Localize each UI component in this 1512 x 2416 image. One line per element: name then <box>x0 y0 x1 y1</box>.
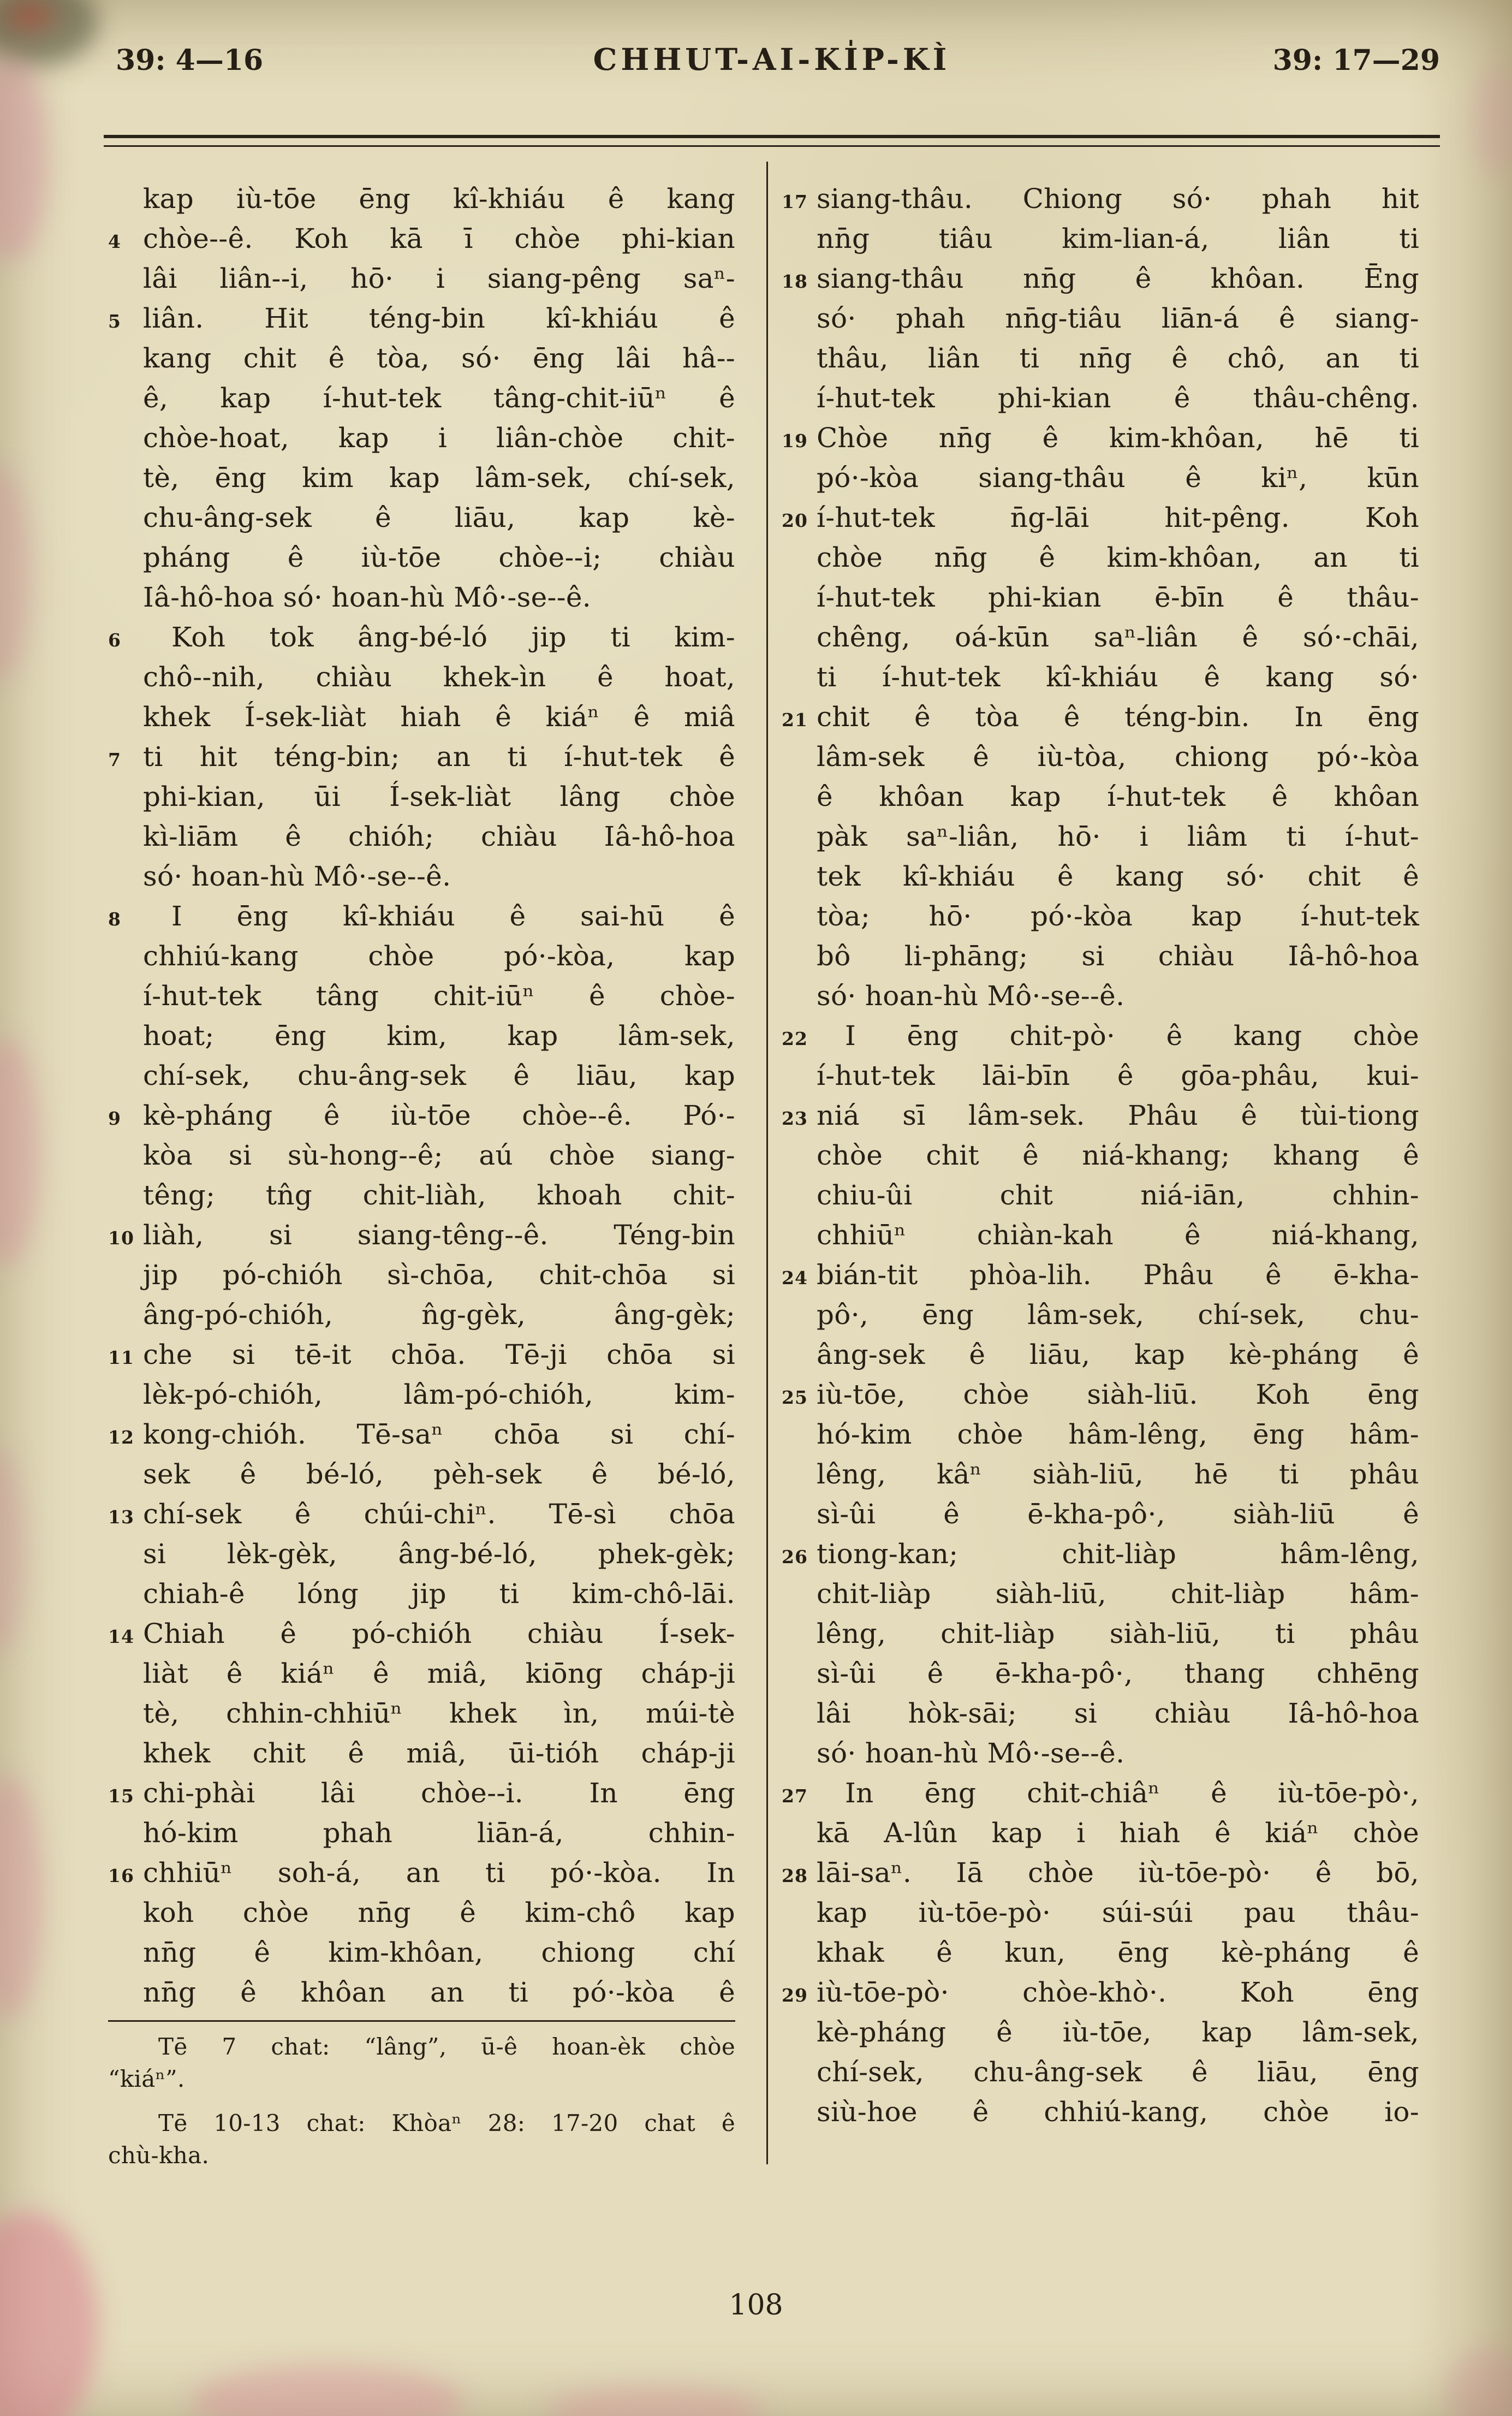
line-text: Chòe nn̄g ê kim-khôan, hē ti <box>817 422 1419 454</box>
paper-stain <box>0 1447 27 1654</box>
verse-number: 16 <box>108 1865 134 1886</box>
scripture-column-left <box>108 179 735 2013</box>
line-text: Koh tok âng-bé-ló jip ti kim- <box>171 621 735 653</box>
line-text: nn̄g ê khôan an ti pó·-kòa ê <box>143 1976 735 2008</box>
line-text: liàh, si siang-têng--ê. Téng-bin <box>143 1219 735 1251</box>
verse-line <box>143 1375 735 1415</box>
line-text: siang-thâu nn̄g ê khôan. Ēng <box>817 263 1419 294</box>
verse-range-right: 39: 17—29 <box>1272 44 1440 77</box>
line-text: Tē 7 chat: “lâng”, ū-ê hoan-èk chòe <box>158 2033 735 2060</box>
verse-line <box>143 657 735 697</box>
verse-line <box>108 1773 735 1813</box>
line-text: chêng, oá-kūn saⁿ-liân ê só·-chāi, <box>817 621 1419 653</box>
line-text: khek chit ê miâ, ūi-tióh cháp-ji <box>143 1737 735 1769</box>
line-text: í-hut-tek phi-kian ê thâu-chêng. <box>817 382 1419 414</box>
verse-line <box>817 777 1419 817</box>
verse-line <box>143 538 735 578</box>
page-header <box>104 41 1440 87</box>
line-text: í-hut-tek phi-kian ē-bīn ê thâu- <box>817 581 1419 613</box>
paper-stain <box>0 1037 41 1267</box>
verse-line <box>108 1215 735 1255</box>
verse-line <box>782 498 1419 538</box>
paper-stain <box>0 55 49 262</box>
line-text: niá sī lâm-sek. Phâu ê tùi-tiong <box>817 1100 1419 1131</box>
verse-line <box>817 219 1419 259</box>
verse-line <box>143 1893 735 1933</box>
line-text: kā A-lûn kap i hiah ê kiáⁿ chòe <box>817 1817 1419 1849</box>
verse-line <box>817 1933 1419 1973</box>
verse-line <box>143 1734 735 1773</box>
line-text: kap iù-tōe-pò· súi-súi pau thâu- <box>817 1897 1419 1928</box>
verse-line <box>817 339 1419 378</box>
verse-line <box>108 1853 735 1893</box>
verse-line <box>817 1614 1419 1654</box>
footnote-line <box>108 2107 735 2139</box>
verse-line <box>108 737 735 777</box>
line-text: “kiáⁿ”. <box>108 2065 185 2092</box>
line-text: pô·, ēng lâm-sek, chí-sek, chu- <box>817 1299 1419 1331</box>
verse-line <box>817 1813 1419 1853</box>
line-text: só· hoan-hù Mô·-se--ê. <box>143 860 451 892</box>
line-text: hoat; ēng kim, kap lâm-sek, <box>143 1020 735 1052</box>
line-text: Chiah ê pó-chióh chiàu Í-sek- <box>143 1618 735 1649</box>
line-text: ti í-hut-tek kî-khiáu ê kang só· <box>817 661 1419 693</box>
verse-line <box>782 1096 1419 1136</box>
line-text: bián-tit phòa-lih. Phâu ê ē-kha- <box>817 1259 1419 1291</box>
line-text: iù-tōe, chòe siàh-liū. Koh ēng <box>817 1379 1419 1410</box>
verse-line <box>817 578 1419 618</box>
line-text: lâi hòk-sāi; si chiàu Iâ-hô-hoa <box>817 1697 1419 1729</box>
verse-number: 14 <box>108 1626 134 1647</box>
verse-line <box>143 1056 735 1096</box>
line-text: kòa si sù-hong--ê; aú chòe siang- <box>143 1139 735 1171</box>
verse-number: 28 <box>782 1865 808 1886</box>
line-text: tòa; hō· pó·-kòa kap í-hut-tek <box>817 900 1419 932</box>
line-text: sì-ûi ê ē-kha-pô·, siàh-liū ê <box>817 1498 1419 1530</box>
line-text: âng-pó-chióh, n̂g-gèk, âng-gèk; <box>143 1299 735 1331</box>
line-text: í-hut-tek n̄g-lāi hit-pêng. Koh <box>817 502 1419 533</box>
verse-line <box>108 1494 735 1534</box>
verse-number: 18 <box>782 271 808 292</box>
verse-number: 15 <box>108 1785 134 1807</box>
verse-range-left: 39: 4—16 <box>116 44 264 77</box>
verse-line <box>782 1773 1419 1813</box>
verse-line <box>143 498 735 538</box>
line-text: chit-liàp siàh-liū, chit-liàp hâm- <box>817 1578 1419 1610</box>
verse-line <box>817 1734 1419 1773</box>
line-text: chòe--ê. Koh kā ī chòe phi-kian <box>143 223 735 254</box>
verse-number: 17 <box>782 191 808 212</box>
line-text: tè, chhin-chhiūⁿ khek ìn, múi-tè <box>143 1697 735 1729</box>
verse-line <box>143 936 735 976</box>
verse-line <box>108 1415 735 1455</box>
line-text: lâi liân--i, hō· i siang-pêng saⁿ- <box>143 263 735 294</box>
verse-line <box>817 2052 1419 2092</box>
line-text: chhiūⁿ chiàn-kah ê niá-khang, <box>817 1219 1419 1251</box>
verse-number: 10 <box>108 1227 134 1249</box>
verse-line <box>143 1295 735 1335</box>
verse-line <box>817 1893 1419 1933</box>
verse-line <box>817 458 1419 498</box>
verse-line <box>143 817 735 857</box>
verse-line <box>782 1534 1419 1574</box>
verse-number: 29 <box>782 1985 808 2006</box>
verse-line <box>817 2092 1419 2132</box>
line-text: thâu, liân ti nn̄g ê chô, an ti <box>817 342 1419 374</box>
verse-line <box>143 777 735 817</box>
line-text: âng-sek ê liāu, kap kè-pháng ê <box>817 1339 1419 1370</box>
line-text: chit ê tòa ê téng-bin. In ēng <box>817 701 1419 733</box>
line-text: hó-kim chòe hâm-lêng, ēng hâm- <box>817 1418 1419 1450</box>
verse-line <box>782 179 1419 219</box>
line-text: Iâ-hô-hoa só· hoan-hù Mô·-se--ê. <box>143 581 591 613</box>
paper-stain <box>0 0 98 66</box>
verse-line <box>817 1056 1419 1096</box>
verse-line <box>108 1335 735 1375</box>
line-text: chí-sek, chu-âng-sek ê liāu, ēng <box>817 2056 1419 2088</box>
verse-line <box>817 817 1419 857</box>
line-text: chhiú-kang chòe pó·-kòa, kap <box>143 940 735 972</box>
verse-line <box>143 259 735 299</box>
verse-line <box>817 737 1419 777</box>
line-text: pháng ê iù-tōe chòe--i; chiàu <box>143 542 735 573</box>
verse-line <box>782 418 1419 458</box>
verse-line <box>143 697 735 737</box>
verse-line <box>817 1574 1419 1614</box>
verse-line <box>817 1176 1419 1215</box>
verse-number: 24 <box>782 1267 808 1289</box>
page-number: 108 <box>729 2289 783 2322</box>
verse-number: 19 <box>782 430 808 452</box>
line-text: chòe nn̄g ê kim-khôan, an ti <box>817 542 1419 573</box>
verse-line <box>143 1534 735 1574</box>
line-text: lêng, chit-liàp siàh-liū, ti phâu <box>817 1618 1419 1649</box>
verse-number: 12 <box>108 1427 134 1448</box>
line-text: pàk saⁿ-liân, hō· i liâm ti í-hut- <box>817 821 1419 852</box>
verse-line <box>143 578 735 618</box>
verse-line <box>143 1654 735 1694</box>
verse-line <box>817 936 1419 976</box>
column-divider <box>766 162 768 2164</box>
verse-line <box>817 897 1419 936</box>
line-text: lâm-sek ê iù-tòa, chiong pó·-kòa <box>817 741 1419 773</box>
verse-number: 21 <box>782 709 808 731</box>
verse-number: 11 <box>108 1347 134 1368</box>
line-text: liân. Hit téng-bin kî-khiáu ê <box>143 302 735 334</box>
verse-line <box>143 1016 735 1056</box>
line-text: liàt ê kiáⁿ ê miâ, kiōng cháp-ji <box>143 1658 735 1689</box>
verse-line <box>817 1494 1419 1534</box>
verse-line <box>782 1973 1419 2013</box>
verse-line <box>143 1973 735 2013</box>
line-text: siang-thâu. Chiong só· phah hit <box>817 183 1419 215</box>
line-text: kè-pháng ê iù-tōe, kap lâm-sek, <box>817 2016 1419 2048</box>
verse-number: 13 <box>108 1506 134 1528</box>
line-text: lāi-saⁿ. Iā chòe iù-tōe-pò· ê bō, <box>817 1857 1419 1889</box>
line-text: In ēng chit-chiâⁿ ê iù-tōe-pò·, <box>845 1777 1419 1809</box>
paper-stain <box>191 2364 464 2416</box>
verse-line <box>143 1455 735 1494</box>
verse-line <box>143 179 735 219</box>
verse-number: 25 <box>782 1387 808 1408</box>
line-text: Tē 10-13 chat: Khòaⁿ 28: 17-20 chat ê <box>158 2110 735 2136</box>
verse-line <box>782 259 1419 299</box>
line-text: só· hoan-hù Mô·-se--ê. <box>817 1737 1125 1769</box>
line-text: sek ê bé-ló, pèh-sek ê bé-ló, <box>143 1458 735 1490</box>
verse-line <box>143 1574 735 1614</box>
verse-number: 5 <box>108 311 121 332</box>
verse-number: 4 <box>108 231 121 252</box>
paper-stain <box>0 1774 44 2020</box>
verse-line <box>817 657 1419 697</box>
verse-line <box>143 339 735 378</box>
line-text: chhiūⁿ soh-á, an ti pó·-kòa. In <box>143 1857 735 1889</box>
verse-line <box>817 1215 1419 1255</box>
verse-line <box>817 378 1419 418</box>
verse-number: 26 <box>782 1546 808 1568</box>
line-text: chòe chit ê niá-khang; khang ê <box>817 1139 1419 1171</box>
line-text: têng; tn̂g chit-liàh, khoah chit- <box>143 1179 735 1211</box>
verse-line <box>817 538 1419 578</box>
verse-line <box>143 1933 735 1973</box>
line-text: I ēng chit-pò· ê kang chòe <box>845 1020 1419 1052</box>
paper-stain <box>0 464 33 682</box>
line-text: siù-hoe ê chhiú-kang, chòe io- <box>817 2096 1419 2128</box>
verse-line <box>782 1016 1419 1056</box>
paper-stain <box>1446 2348 1512 2416</box>
verse-line <box>817 299 1419 339</box>
line-text: chu-âng-sek ê liāu, kap kè- <box>143 502 735 533</box>
verse-line <box>143 1813 735 1853</box>
verse-line <box>143 1136 735 1176</box>
verse-line <box>817 976 1419 1016</box>
footnotes-section <box>108 2020 735 2171</box>
verse-line <box>817 1654 1419 1694</box>
line-text: chiah-ê lóng jip ti kim-chô-lāi. <box>143 1578 735 1610</box>
line-text: sì-ûi ê ē-kha-pô·, thang chhēng <box>817 1658 1419 1689</box>
verse-line <box>817 1335 1419 1375</box>
verse-number: 9 <box>108 1108 121 1129</box>
line-text: lêng, kâⁿ siàh-liū, hē ti phâu <box>817 1458 1419 1490</box>
line-text: pó·-kòa siang-thâu ê kiⁿ, kūn <box>817 462 1419 494</box>
verse-line <box>817 1694 1419 1734</box>
verse-line <box>143 458 735 498</box>
line-text: lèk-pó-chióh, lâm-pó-chióh, kim- <box>143 1379 735 1410</box>
line-text: chiu-ûi chit niá-iān, chhin- <box>817 1179 1419 1211</box>
verse-number: 8 <box>108 909 121 930</box>
line-text: jip pó-chióh sì-chōa, chit-chōa si <box>143 1259 735 1291</box>
verse-line <box>143 1176 735 1215</box>
line-text: chi-phài lâi chòe--i. In ēng <box>143 1777 735 1809</box>
verse-line <box>817 1415 1419 1455</box>
verse-line <box>817 2013 1419 2052</box>
verse-line <box>782 1255 1419 1295</box>
line-text: tiong-kan; chit-liàp hâm-lêng, <box>817 1538 1419 1570</box>
line-text: tè, ēng kim kap lâm-sek, chí-sek, <box>143 462 735 494</box>
line-text: I ēng kî-khiáu ê sai-hū ê <box>171 900 735 932</box>
verse-line <box>108 1614 735 1654</box>
verse-line <box>817 1455 1419 1494</box>
footnote-line <box>108 2031 735 2063</box>
verse-number: 23 <box>782 1108 808 1129</box>
verse-line <box>108 618 735 657</box>
line-text: chí-sek, chu-âng-sek ê liāu, kap <box>143 1060 735 1091</box>
verse-line <box>108 219 735 259</box>
verse-line <box>817 618 1419 657</box>
paper-stain <box>1474 66 1512 175</box>
line-text: í-hut-tek tâng chit-iūⁿ ê chòe- <box>143 980 735 1012</box>
verse-line <box>108 897 735 936</box>
line-text: kap iù-tōe ēng kî-khiáu ê kang <box>143 183 735 215</box>
line-text: kè-pháng ê iù-tōe chòe--ê. Pó·- <box>143 1100 735 1131</box>
footnote-line <box>108 2139 735 2171</box>
line-text: hó-kim phah liān-á, chhin- <box>143 1817 735 1849</box>
verse-line <box>782 1853 1419 1893</box>
line-text: kang chit ê tòa, só· ēng lâi hâ-- <box>143 342 735 374</box>
line-text: kì-liām ê chióh; chiàu Iâ-hô-hoa <box>143 821 735 852</box>
line-text: chí-sek ê chúi-chiⁿ. Tē-sì chōa <box>143 1498 735 1530</box>
verse-line <box>143 1255 735 1295</box>
book-title: CHHUT-AI-KI̍P-KÌ <box>593 41 951 77</box>
header-double-rule <box>104 135 1440 147</box>
verse-line <box>817 857 1419 897</box>
line-text: só· hoan-hù Mô·-se--ê. <box>817 980 1125 1012</box>
line-text: chô--nih, chiàu khek-ìn ê hoat, <box>143 661 735 693</box>
verse-line <box>782 1375 1419 1415</box>
verse-line <box>108 299 735 339</box>
verse-line <box>817 1295 1419 1335</box>
line-text: chù-kha. <box>108 2142 210 2169</box>
line-text: tek kî-khiáu ê kang só· chit ê <box>817 860 1419 892</box>
line-text: che si tē-it chōa. Tē-ji chōa si <box>143 1339 735 1370</box>
verse-line <box>782 697 1419 737</box>
verse-line <box>143 976 735 1016</box>
verse-number: 22 <box>782 1028 808 1049</box>
paper-stain <box>546 2386 764 2416</box>
verse-line <box>143 1694 735 1734</box>
line-text: ti hit téng-bin; an ti í-hut-tek ê <box>143 741 735 773</box>
line-text: kong-chióh. Tē-saⁿ chōa si chí- <box>143 1418 735 1450</box>
line-text: chòe-hoat, kap i liân-chòe chit- <box>143 422 735 454</box>
verse-number: 27 <box>782 1785 808 1807</box>
line-text: khak ê kun, ēng kè-pháng ê <box>817 1937 1419 1968</box>
verse-line <box>143 378 735 418</box>
verse-line <box>108 1096 735 1136</box>
footnote-line <box>108 2063 735 2095</box>
verse-line <box>143 418 735 458</box>
verse-number: 20 <box>782 510 808 531</box>
footnote-anchor <box>108 2013 735 2171</box>
verse-line <box>143 857 735 897</box>
scripture-column-right <box>782 179 1419 2132</box>
verse-number: 7 <box>108 749 121 770</box>
verse-number: 6 <box>108 630 121 651</box>
line-text: nn̄g ê kim-khôan, chiong chí <box>143 1937 735 1968</box>
verse-line <box>817 1136 1419 1176</box>
line-text: só· phah nn̄g-tiâu liān-á ê siang- <box>817 302 1419 334</box>
line-text: nn̄g tiâu kim-lian-á, liân ti <box>817 223 1419 254</box>
line-text: phi-kian, ūi Í-sek-liàt lâng chòe <box>143 781 735 812</box>
line-text: ê, kap í-hut-tek tâng-chit-iūⁿ ê <box>143 382 735 414</box>
line-text: khek Í-sek-liàt hiah ê kiáⁿ ê miâ <box>143 701 735 733</box>
line-text: bô li-phāng; si chiàu Iâ-hô-hoa <box>817 940 1419 972</box>
paper-stain <box>5 3 55 30</box>
line-text: í-hut-tek lāi-bīn ê gōa-phâu, kui- <box>817 1060 1419 1091</box>
line-text: si lèk-gèk, âng-bé-ló, phek-gèk; <box>143 1538 735 1570</box>
line-text: ê khôan kap í-hut-tek ê khôan <box>817 781 1419 812</box>
line-text: iù-tōe-pò· chòe-khò·. Koh ēng <box>817 1976 1419 2008</box>
line-text: koh chòe nn̄g ê kim-chô kap <box>143 1897 735 1928</box>
